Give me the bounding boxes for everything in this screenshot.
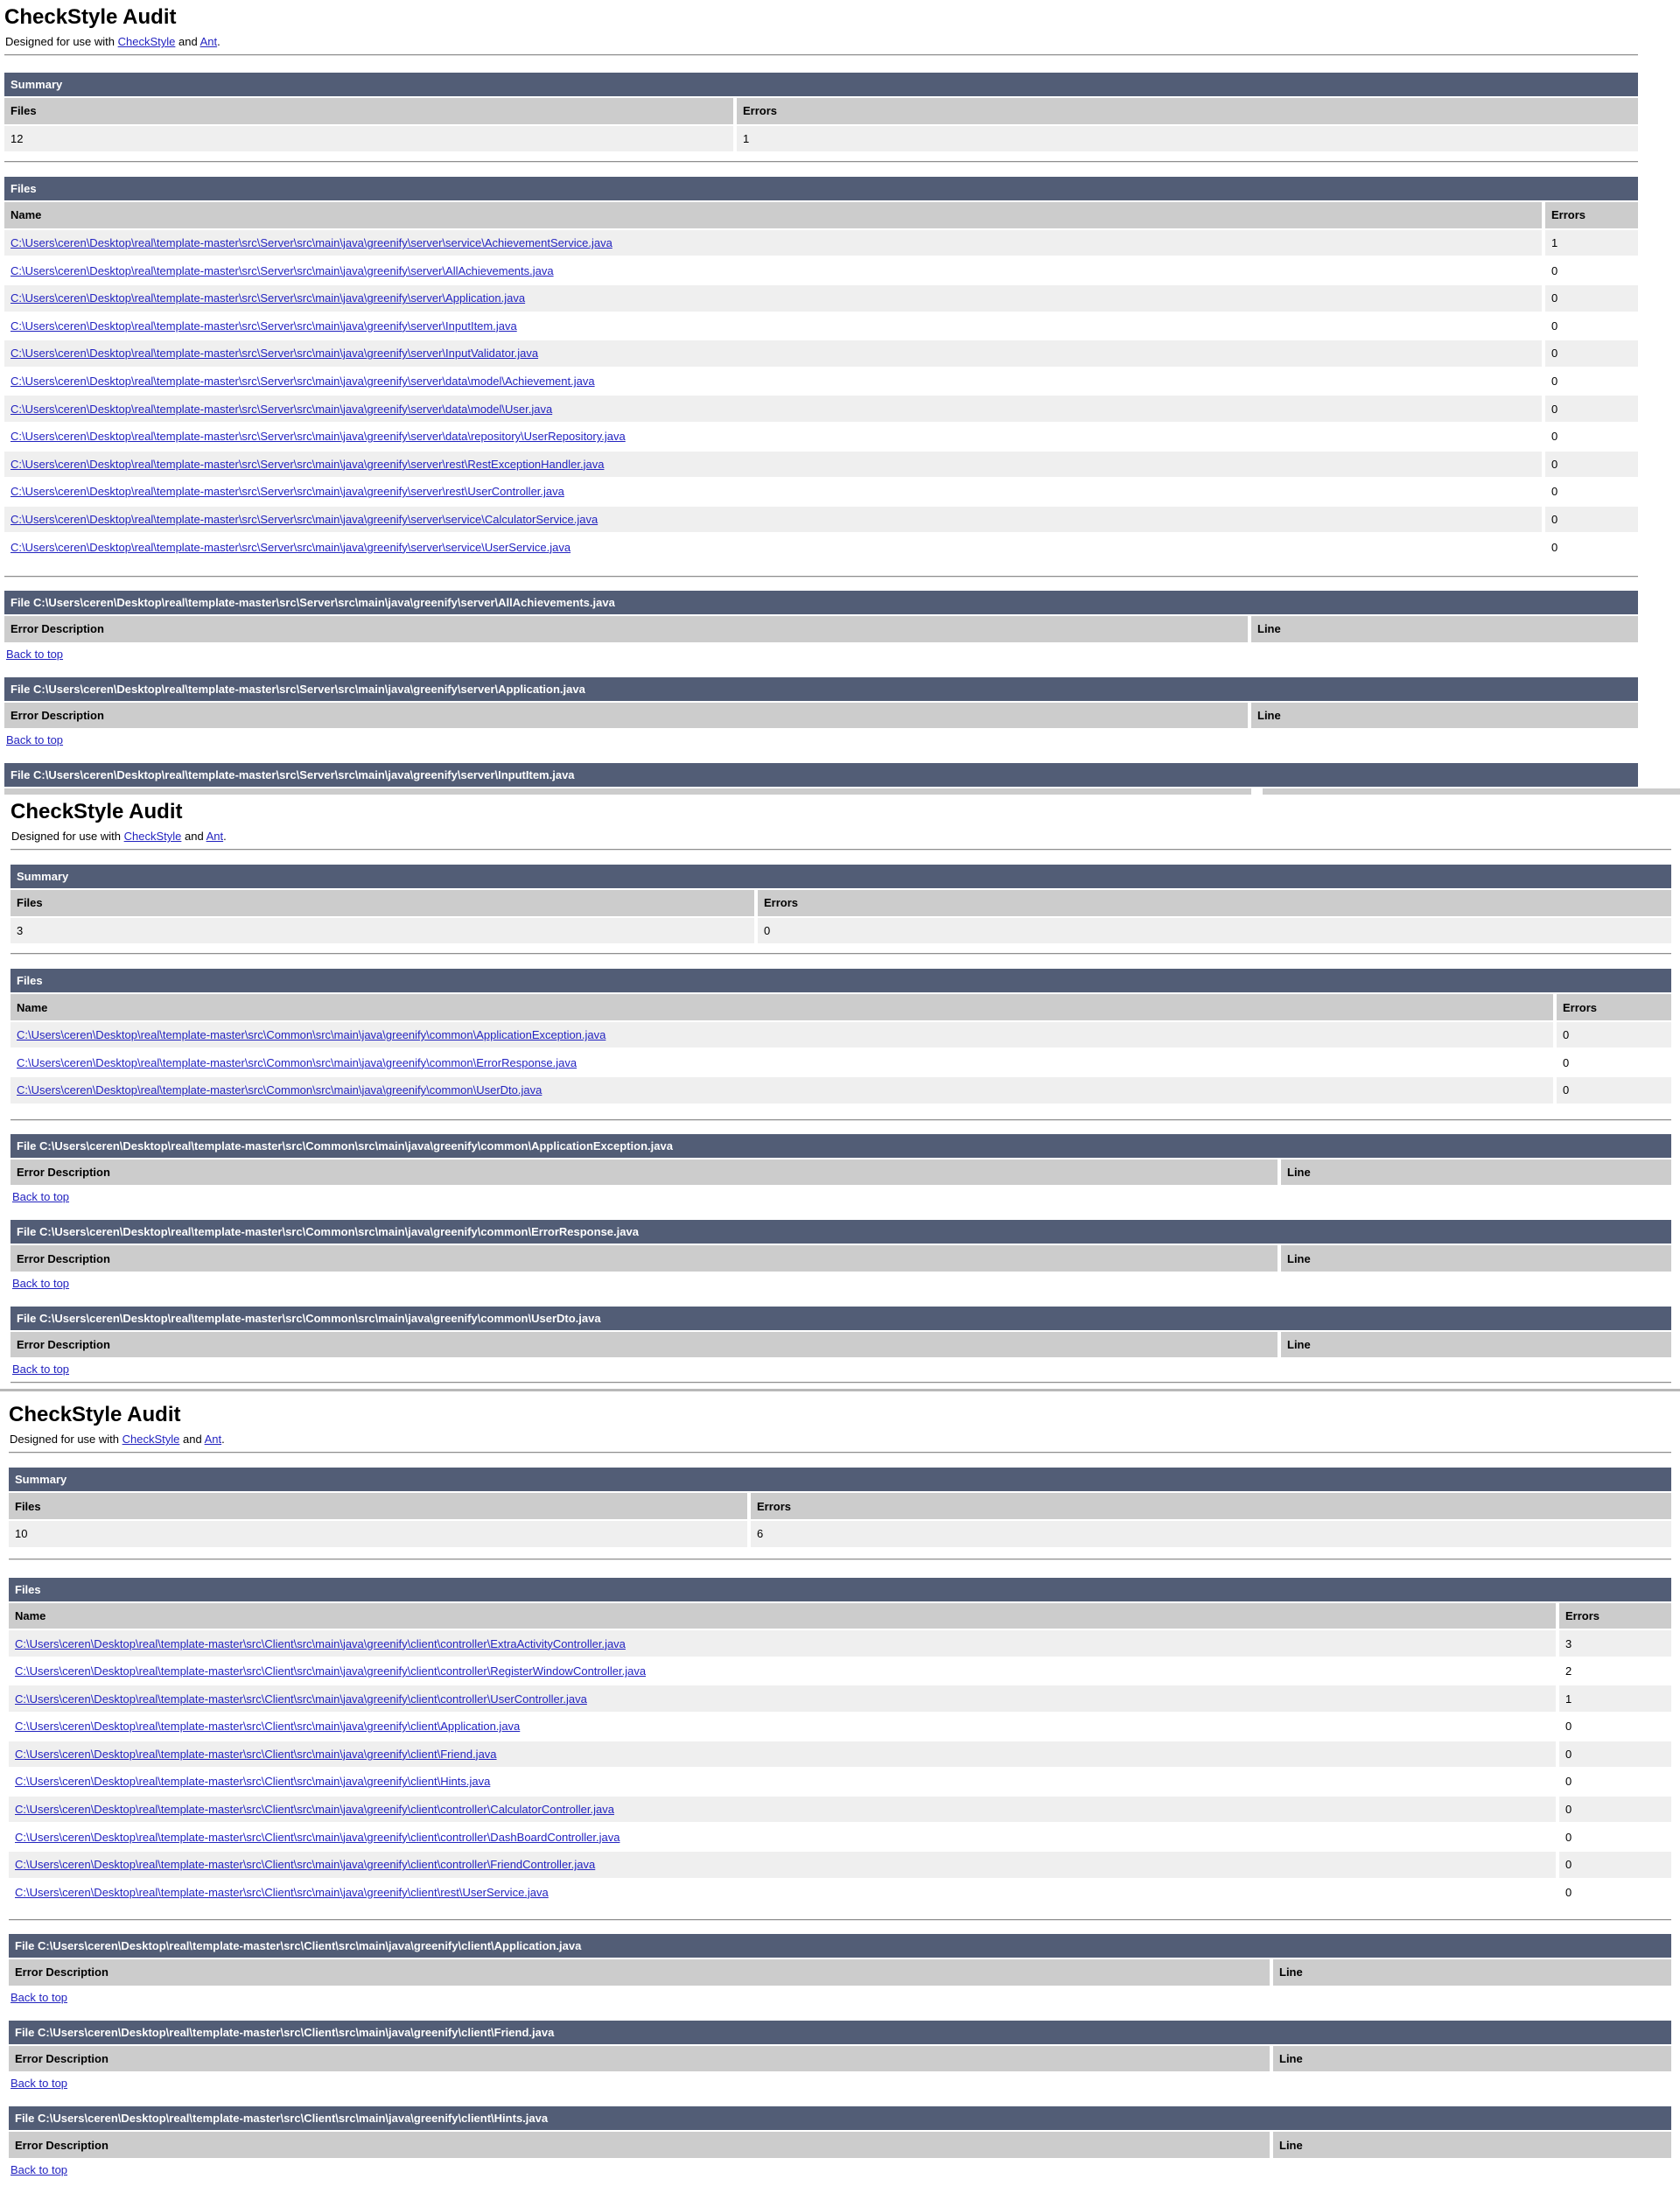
file-row xyxy=(9,1630,1671,1657)
file-errors: 2 xyxy=(1559,1658,1671,1685)
divider xyxy=(10,1382,1671,1384)
file-row xyxy=(4,479,1638,505)
file-errors: 0 xyxy=(1545,452,1638,478)
file-errors: 0 xyxy=(1559,1824,1671,1850)
section-divider xyxy=(0,1389,1680,1391)
line-label: Line xyxy=(1251,616,1638,642)
files-errors-label: Errors xyxy=(1559,1603,1671,1629)
file-errors: 0 xyxy=(1545,507,1638,533)
subtitle-period: . xyxy=(217,35,220,48)
subtitle-period: . xyxy=(221,1433,225,1447)
subtitle xyxy=(5,35,1638,48)
file-link[interactable]: C:\Users\ceren\Desktop\real\template-master\src\Common\src\main\java\greenify\common\ApplicationException.java xyxy=(17,1028,606,1042)
file-link[interactable]: C:\Users\ceren\Desktop\real\template-master\src\Client\src\main\java\greenify\client\controller\CalculatorController.java xyxy=(15,1803,614,1817)
subtitle-text: Designed for use with xyxy=(11,830,124,844)
report-section-server xyxy=(4,6,1638,787)
divider xyxy=(10,849,1671,851)
summary-header: Summary xyxy=(9,1468,1671,1491)
files-column-header-row xyxy=(10,994,1671,1020)
file-row xyxy=(4,452,1638,478)
file-row xyxy=(9,1852,1671,1878)
summary-files-label: Files xyxy=(10,890,754,916)
files-column-header-row xyxy=(9,1603,1671,1629)
file-link[interactable]: C:\Users\ceren\Desktop\real\template-master\src\Client\src\main\java\greenify\client\controller\UserController.java xyxy=(15,1692,587,1706)
file-link[interactable]: C:\Users\ceren\Desktop\real\template-master\src\Server\src\main\java\greenify\server\data\model\User.java xyxy=(10,402,553,416)
subtitle-text: Designed for use with xyxy=(5,35,118,48)
file-detail-header: File C:\Users\ceren\Desktop\real\template-master\src\Server\src\main\java\greenify\server\AllAchievements.java xyxy=(4,591,1638,614)
file-link[interactable]: C:\Users\ceren\Desktop\real\template-master\src\Server\src\main\java\greenify\server\data\repository\UserRepository.java xyxy=(10,430,626,444)
truncated-error-description-cell xyxy=(4,788,1251,795)
ant-link[interactable]: Ant xyxy=(200,35,218,48)
truncated-header-row xyxy=(0,788,1680,795)
file-row xyxy=(4,534,1638,560)
file-errors: 0 xyxy=(1545,424,1638,450)
detail-column-header-row xyxy=(9,1959,1671,1986)
subtitle xyxy=(11,830,1671,843)
summary-column-header-row xyxy=(10,890,1671,916)
summary-errors-value: 0 xyxy=(758,918,1671,944)
subtitle-and: and xyxy=(181,830,206,844)
file-detail-header: File C:\Users\ceren\Desktop\real\template-master\src\Client\src\main\java\greenify\client\Hints.java xyxy=(9,2106,1671,2130)
files-name-label: Name xyxy=(10,994,1553,1020)
detail-column-header-row xyxy=(10,1332,1671,1358)
file-detail-header: File C:\Users\ceren\Desktop\real\template-master\src\Server\src\main\java\greenify\server\Application.java xyxy=(4,677,1638,701)
detail-column-header-row xyxy=(9,2046,1671,2072)
divider xyxy=(10,1119,1671,1121)
divider xyxy=(4,54,1638,56)
file-row xyxy=(4,424,1638,450)
report-section-client xyxy=(9,1404,1671,2176)
detail-column-header-row xyxy=(4,616,1638,642)
file-link[interactable]: C:\Users\ceren\Desktop\real\template-master\src\Client\src\main\java\greenify\client\Application.java xyxy=(15,1720,521,1734)
file-link[interactable]: C:\Users\ceren\Desktop\real\template-master\src\Client\src\main\java\greenify\client\controller\RegisterWindowController.java xyxy=(15,1664,647,1678)
line-label: Line xyxy=(1273,2046,1671,2072)
summary-files-value: 3 xyxy=(10,918,754,944)
ant-link[interactable]: Ant xyxy=(204,1433,222,1447)
files-errors-label: Errors xyxy=(1545,202,1638,228)
file-link[interactable]: C:\Users\ceren\Desktop\real\template-master\src\Server\src\main\java\greenify\server\service\CalculatorService.java xyxy=(10,513,598,527)
file-detail-header: File C:\Users\ceren\Desktop\real\template-master\src\Common\src\main\java\greenify\common\ErrorResponse.java xyxy=(10,1220,1671,1244)
file-errors: 3 xyxy=(1559,1630,1671,1657)
error-description-label: Error Description xyxy=(4,703,1248,729)
file-row xyxy=(4,396,1638,422)
checkstyle-link[interactable]: CheckStyle xyxy=(117,35,176,48)
file-errors: 0 xyxy=(1545,479,1638,505)
file-detail-header: File C:\Users\ceren\Desktop\real\template-master\src\Server\src\main\java\greenify\server\InputItem.java xyxy=(4,763,1638,787)
file-link[interactable]: C:\Users\ceren\Desktop\real\template-master\src\Client\src\main\java\greenify\client\Friend.java xyxy=(15,1747,497,1761)
file-errors: 0 xyxy=(1557,1022,1671,1048)
file-row xyxy=(10,1022,1671,1048)
file-errors: 0 xyxy=(1545,340,1638,367)
error-description-label: Error Description xyxy=(9,2046,1270,2072)
error-description-label: Error Description xyxy=(10,1160,1278,1186)
file-row xyxy=(4,507,1638,533)
summary-files-label: Files xyxy=(9,1493,747,1519)
file-link[interactable]: C:\Users\ceren\Desktop\real\template-master\src\Common\src\main\java\greenify\common\UserDto.java xyxy=(17,1083,542,1097)
files-column-header-row xyxy=(4,202,1638,228)
file-errors: 1 xyxy=(1545,230,1638,256)
detail-column-header-row xyxy=(10,1245,1671,1272)
file-row xyxy=(4,285,1638,312)
summary-errors-value: 6 xyxy=(751,1521,1671,1547)
file-errors: 0 xyxy=(1545,257,1638,284)
line-label: Line xyxy=(1281,1160,1671,1186)
file-row xyxy=(9,1824,1671,1850)
file-row xyxy=(4,368,1638,395)
file-errors: 0 xyxy=(1559,1880,1671,1906)
file-link[interactable]: C:\Users\ceren\Desktop\real\template-master\src\Client\src\main\java\greenify\client\Hints.java xyxy=(15,1775,491,1789)
file-link[interactable]: C:\Users\ceren\Desktop\real\template-master\src\Server\src\main\java\greenify\server\rest\UserController.java xyxy=(10,485,564,499)
file-detail-header: File C:\Users\ceren\Desktop\real\template-master\src\Common\src\main\java\greenify\common\UserDto.java xyxy=(10,1307,1671,1330)
subtitle-and: and xyxy=(179,1433,205,1447)
file-link[interactable]: C:\Users\ceren\Desktop\real\template-master\src\Server\src\main\java\greenify\server\Application.java xyxy=(10,291,526,305)
file-row xyxy=(4,313,1638,340)
file-detail-header: File C:\Users\ceren\Desktop\real\template-master\src\Client\src\main\java\greenify\client\Application.java xyxy=(9,1934,1671,1958)
file-row xyxy=(9,1880,1671,1906)
file-row xyxy=(10,1049,1671,1075)
file-detail-header: File C:\Users\ceren\Desktop\real\template-master\src\Client\src\main\java\greenify\client\Friend.java xyxy=(9,2021,1671,2044)
detail-column-header-row xyxy=(9,2132,1671,2158)
summary-errors-value: 1 xyxy=(737,126,1638,152)
subtitle-text: Designed for use with xyxy=(10,1433,122,1447)
file-errors: 0 xyxy=(1559,1769,1671,1795)
detail-column-header-row xyxy=(4,703,1638,729)
file-link[interactable]: C:\Users\ceren\Desktop\real\template-master\src\Common\src\main\java\greenify\common\ErrorResponse.java xyxy=(17,1055,578,1069)
line-label: Line xyxy=(1251,703,1638,729)
file-errors: 0 xyxy=(1559,1713,1671,1740)
summary-value-row xyxy=(10,918,1671,944)
divider xyxy=(9,1452,1671,1454)
file-row xyxy=(9,1713,1671,1740)
file-row xyxy=(4,230,1638,256)
line-label: Line xyxy=(1281,1332,1671,1358)
report-title: CheckStyle Audit xyxy=(9,1403,181,1427)
summary-value-row xyxy=(4,126,1638,152)
file-link[interactable]: C:\Users\ceren\Desktop\real\template-master\src\Server\src\main\java\greenify\server\InputItem.java xyxy=(10,319,517,333)
ant-link[interactable]: Ant xyxy=(206,830,224,844)
file-row xyxy=(4,340,1638,367)
file-link[interactable]: C:\Users\ceren\Desktop\real\template-master\src\Server\src\main\java\greenify\server\rest\RestExceptionHandler.java xyxy=(10,457,605,471)
file-link[interactable]: C:\Users\ceren\Desktop\real\template-master\src\Client\src\main\java\greenify\client\controller\FriendController.java xyxy=(15,1858,596,1872)
files-name-label: Name xyxy=(4,202,1542,228)
summary-column-header-row xyxy=(9,1493,1671,1519)
file-errors: 0 xyxy=(1557,1049,1671,1075)
file-errors: 0 xyxy=(1545,368,1638,395)
divider xyxy=(9,1559,1671,1560)
truncated-line-cell xyxy=(1263,788,1680,795)
divider xyxy=(4,576,1638,578)
file-link[interactable]: C:\Users\ceren\Desktop\real\template-master\src\Server\src\main\java\greenify\server\AllAchievements.java xyxy=(10,263,554,277)
file-errors: 0 xyxy=(1545,313,1638,340)
back-to-top-link[interactable]: Back to top xyxy=(10,1990,68,2004)
error-description-label: Error Description xyxy=(9,2132,1270,2158)
file-row xyxy=(9,1658,1671,1685)
summary-errors-label: Errors xyxy=(751,1493,1671,1519)
files-header: Files xyxy=(4,177,1638,200)
file-row xyxy=(9,1741,1671,1768)
file-errors: 0 xyxy=(1559,1741,1671,1768)
file-errors: 1 xyxy=(1559,1685,1671,1712)
error-description-label: Error Description xyxy=(10,1245,1278,1272)
file-detail-header: File C:\Users\ceren\Desktop\real\template-master\src\Common\src\main\java\greenify\common\ApplicationException.java xyxy=(10,1134,1671,1158)
error-description-label: Error Description xyxy=(9,1959,1270,1986)
error-description-label: Error Description xyxy=(10,1332,1278,1358)
subtitle-and: and xyxy=(175,35,200,48)
divider xyxy=(4,161,1638,163)
file-row xyxy=(10,1077,1671,1104)
line-label: Line xyxy=(1273,1959,1671,1986)
summary-column-header-row xyxy=(4,98,1638,124)
back-to-top-link[interactable]: Back to top xyxy=(12,1276,70,1290)
files-name-label: Name xyxy=(9,1603,1556,1629)
file-link[interactable]: C:\Users\ceren\Desktop\real\template-master\src\Client\src\main\java\greenify\client\controller\DashBoardController.java xyxy=(15,1830,620,1844)
report-section-common xyxy=(10,801,1671,1384)
summary-header: Summary xyxy=(10,865,1671,888)
file-errors: 0 xyxy=(1545,534,1638,560)
subtitle xyxy=(10,1433,1671,1446)
file-errors: 0 xyxy=(1559,1852,1671,1878)
detail-column-header-row xyxy=(10,1160,1671,1186)
summary-files-label: Files xyxy=(4,98,733,124)
checkstyle-link[interactable]: CheckStyle xyxy=(123,830,182,844)
summary-files-value: 10 xyxy=(9,1521,747,1547)
file-link[interactable]: C:\Users\ceren\Desktop\real\template-master\src\Server\src\main\java\greenify\server\InputValidator.java xyxy=(10,347,539,361)
files-header: Files xyxy=(9,1578,1671,1601)
checkstyle-link[interactable]: CheckStyle xyxy=(122,1433,180,1447)
file-link[interactable]: C:\Users\ceren\Desktop\real\template-master\src\Server\src\main\java\greenify\server\service\UserService.java xyxy=(10,540,571,554)
file-row xyxy=(4,257,1638,284)
file-errors: 0 xyxy=(1557,1077,1671,1104)
file-link[interactable]: C:\Users\ceren\Desktop\real\template-master\src\Server\src\main\java\greenify\server\service\AchievementService.java xyxy=(10,236,612,250)
back-to-top-link[interactable]: Back to top xyxy=(6,647,64,661)
summary-header: Summary xyxy=(4,73,1638,96)
files-header: Files xyxy=(10,969,1671,992)
back-to-top-link[interactable]: Back to top xyxy=(12,1190,70,1204)
back-to-top-link[interactable]: Back to top xyxy=(10,2077,68,2091)
line-label: Line xyxy=(1273,2132,1671,2158)
summary-value-row xyxy=(9,1521,1671,1547)
error-description-label: Error Description xyxy=(4,616,1248,642)
subtitle-period: . xyxy=(223,830,227,844)
divider xyxy=(10,953,1671,955)
summary-errors-label: Errors xyxy=(737,98,1638,124)
files-errors-label: Errors xyxy=(1557,994,1671,1020)
report-title: CheckStyle Audit xyxy=(4,5,177,29)
report-title: CheckStyle Audit xyxy=(10,800,183,824)
file-row xyxy=(9,1797,1671,1823)
file-errors: 0 xyxy=(1545,285,1638,312)
line-label: Line xyxy=(1281,1245,1671,1272)
summary-files-value: 12 xyxy=(4,126,733,152)
file-errors: 0 xyxy=(1545,396,1638,422)
file-errors: 0 xyxy=(1559,1797,1671,1823)
file-link[interactable]: C:\Users\ceren\Desktop\real\template-master\src\Client\src\main\java\greenify\client\controller\ExtraActivityController.java xyxy=(15,1636,626,1650)
file-link[interactable]: C:\Users\ceren\Desktop\real\template-master\src\Server\src\main\java\greenify\server\data\model\Achievement.java xyxy=(10,375,595,389)
summary-errors-label: Errors xyxy=(758,890,1671,916)
divider xyxy=(9,1919,1671,1921)
file-row xyxy=(9,1685,1671,1712)
back-to-top-link[interactable]: Back to top xyxy=(10,2162,68,2176)
file-row xyxy=(9,1769,1671,1795)
file-link[interactable]: C:\Users\ceren\Desktop\real\template-master\src\Client\src\main\java\greenify\client\rest\UserService.java xyxy=(15,1885,549,1899)
back-to-top-link[interactable]: Back to top xyxy=(12,1363,70,1377)
back-to-top-link[interactable]: Back to top xyxy=(6,733,64,747)
